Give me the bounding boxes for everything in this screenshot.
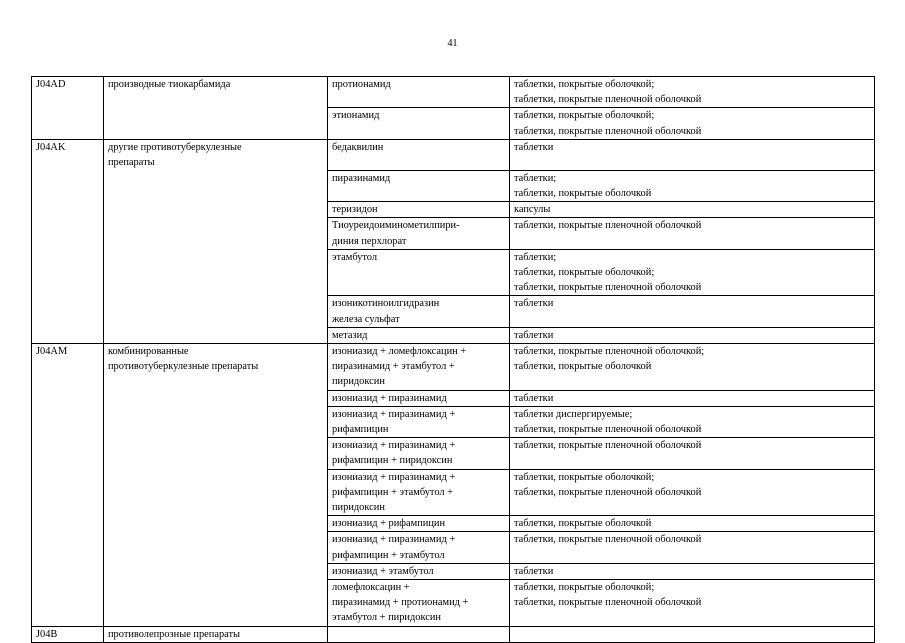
- group-name-cell: [104, 218, 328, 249]
- page-number: 41: [447, 38, 458, 49]
- table-row: [32, 390, 875, 406]
- drug-name-cell-line: бедаквилин: [332, 141, 384, 153]
- dosage-form-cell-line: таблетки, покрытые оболочкой: [514, 361, 652, 373]
- table-row: [32, 327, 875, 343]
- atc-code: J04B: [36, 628, 58, 640]
- drug-name-cell-line: изоникотиноилгидразин: [332, 298, 440, 310]
- drug-name-cell-line: пиридоксин: [332, 501, 385, 513]
- table-row: [32, 139, 875, 170]
- group-name-cell: [104, 563, 328, 579]
- dosage-form-cell-line: таблетки;: [514, 172, 557, 184]
- atc-code-cell: [32, 516, 104, 532]
- dosage-form-cell: [510, 77, 875, 108]
- drug-name-cell-line: этамбутол: [332, 251, 378, 263]
- atc-code-cell: [32, 469, 104, 516]
- atc-code-cell: [32, 77, 104, 108]
- dosage-form-cell-line: таблетки, покрытые пленочной оболочкой: [514, 220, 702, 232]
- drug-name-cell-line: этамбутол + пиридоксин: [332, 612, 441, 624]
- drug-name-cell-line: Тиоуреидоиминометилпири-: [332, 220, 460, 232]
- dosage-form-cell: [510, 516, 875, 532]
- group-name-cell: [104, 327, 328, 343]
- group-name-cell-line: противолепрозные препараты: [108, 628, 241, 640]
- dosage-form-cell-line: таблетки: [514, 565, 554, 577]
- dosage-form-cell-line: таблетки, покрытые оболочкой: [514, 518, 652, 530]
- drug-name-cell-line: метазид: [332, 329, 368, 341]
- drug-classification-table: [31, 76, 875, 643]
- drug-name-cell-line: изониазид + ломефлоксацин +: [332, 345, 467, 357]
- group-name-cell: [104, 108, 328, 139]
- atc-code-cell: [32, 343, 104, 390]
- dosage-form-cell-line: таблетки: [514, 141, 554, 153]
- atc-code-cell: [32, 532, 104, 563]
- group-name-cell: [104, 438, 328, 469]
- dosage-form-cell-line: таблетки, покрытые пленочной оболочкой: [514, 597, 702, 609]
- group-name-cell-line: препараты: [108, 157, 155, 169]
- drug-name-cell: [328, 406, 510, 437]
- dosage-form-cell-line: таблетки, покрытые оболочкой;: [514, 582, 655, 593]
- group-name-cell: [104, 77, 328, 108]
- drug-name-cell: [328, 202, 510, 218]
- drug-name-cell-line: рифампицин: [332, 423, 389, 435]
- atc-code-cell: [32, 390, 104, 406]
- dosage-form-cell: [510, 170, 875, 201]
- group-name-cell-line: производные тиокарбамида: [108, 79, 231, 90]
- atc-code-cell: [32, 218, 104, 249]
- group-name-cell: [104, 406, 328, 437]
- group-name-cell: [104, 202, 328, 218]
- atc-code-cell: [32, 438, 104, 469]
- atc-code: J04AD: [36, 79, 66, 90]
- dosage-form-cell-line: таблетки, покрытые пленочной оболочкой: [514, 125, 702, 137]
- drug-name-cell-line: ломефлоксацин +: [332, 582, 410, 593]
- drug-name-cell: [328, 438, 510, 469]
- drug-name-cell-line: пиридоксин: [332, 376, 385, 388]
- dosage-form-cell-line: таблетки, покрытые пленочной оболочкой: [514, 486, 702, 498]
- group-name-cell: [104, 170, 328, 201]
- group-name-cell-line: противотуберкулезные препараты: [108, 361, 259, 373]
- table-row: [32, 563, 875, 579]
- table-row: [32, 406, 875, 437]
- drug-name-cell-line: теризидон: [332, 204, 378, 216]
- atc-code-cell: [32, 327, 104, 343]
- dosage-form-cell: [510, 469, 875, 516]
- dosage-form-cell-line: таблетки: [514, 392, 554, 404]
- atc-code: J04AM: [36, 345, 68, 357]
- drug-name-cell: [328, 343, 510, 390]
- table-row: [32, 516, 875, 532]
- group-name-cell: [104, 532, 328, 563]
- drug-name-cell: [328, 139, 510, 170]
- drug-name-cell: [328, 108, 510, 139]
- dosage-form-cell-line: таблетки, покрытые пленочной оболочкой;: [514, 345, 705, 357]
- atc-code-cell: [32, 249, 104, 296]
- drug-name-cell-line: пиразинамид + этамбутол +: [332, 361, 455, 373]
- table-row: [32, 170, 875, 201]
- drug-name-cell: [328, 296, 510, 327]
- atc-code-cell: [32, 139, 104, 170]
- group-name-cell-line: другие противотуберкулезные: [108, 141, 242, 153]
- drug-name-cell-line: рифампицин + этамбутол: [332, 549, 445, 561]
- dosage-form-cell: [510, 202, 875, 218]
- group-name-cell: [104, 516, 328, 532]
- dosage-form-cell: [510, 390, 875, 406]
- group-name-cell: [104, 469, 328, 516]
- drug-name-cell-line: железа сульфат: [332, 313, 400, 325]
- dosage-form-cell: [510, 327, 875, 343]
- dosage-form-cell: [510, 438, 875, 469]
- drug-name-cell-line: изониазид + пиразинамид +: [332, 440, 456, 452]
- table-row: [32, 296, 875, 327]
- dosage-form-cell: [510, 296, 875, 327]
- group-name-cell: [104, 139, 328, 170]
- table-row: [32, 249, 875, 296]
- drug-name-cell: [328, 532, 510, 563]
- dosage-form-cell: [510, 218, 875, 249]
- atc-code-cell: [32, 563, 104, 579]
- dosage-form-cell-line: капсулы: [514, 204, 551, 216]
- drug-name-cell: [328, 469, 510, 516]
- drug-name-cell-line: изониазид + рифампицин: [332, 518, 446, 530]
- drug-name-cell-line: этионамид: [332, 110, 380, 122]
- table-row: [32, 218, 875, 249]
- group-name-cell: [104, 343, 328, 390]
- table-row: [32, 343, 875, 390]
- dosage-form-cell-line: таблетки, покрытые пленочной оболочкой: [514, 534, 702, 546]
- dosage-form-cell-line: таблетки, покрытые пленочной оболочкой: [514, 440, 702, 452]
- dosage-form-cell: [510, 532, 875, 563]
- dosage-form-cell-line: таблетки;: [514, 251, 557, 263]
- dosage-form-cell: [510, 563, 875, 579]
- group-name-cell: [104, 580, 328, 627]
- group-name-cell: [104, 296, 328, 327]
- drug-name-cell: [328, 390, 510, 406]
- drug-name-cell: [328, 218, 510, 249]
- drug-name-cell-line: пиразинамид: [332, 172, 391, 184]
- dosage-form-cell-line: таблетки, покрытые оболочкой;: [514, 266, 655, 278]
- drug-name-cell: [328, 77, 510, 108]
- dosage-form-cell-line: таблетки, покрытые оболочкой;: [514, 110, 655, 122]
- drug-name-cell-line: изониазид + пиразинамид +: [332, 534, 456, 546]
- dosage-form-cell-line: таблетки, покрытые оболочкой;: [514, 471, 655, 483]
- atc-code-cell: [32, 580, 104, 627]
- dosage-form-cell: [510, 406, 875, 437]
- table-row: [32, 469, 875, 516]
- atc-code-cell: [32, 170, 104, 201]
- drug-name-cell: [328, 249, 510, 296]
- table-row: [32, 202, 875, 218]
- dosage-form-cell-line: таблетки, покрытые оболочкой: [514, 187, 652, 199]
- table-row: [32, 77, 875, 108]
- drug-name-cell: [328, 516, 510, 532]
- group-name-cell-line: комбинированные: [108, 345, 189, 357]
- drug-name-cell-line: рифампицин + этамбутол +: [332, 486, 454, 498]
- atc-code-cell: [32, 202, 104, 218]
- drug-name-cell: [328, 170, 510, 201]
- table-row: [32, 108, 875, 139]
- drug-name-cell-line: изониазид + пиразинамид +: [332, 471, 456, 483]
- drug-name-cell-line: изониазид + пиразинамид: [332, 392, 447, 404]
- drug-name-cell-line: изониазид + пиразинамид +: [332, 408, 456, 420]
- dosage-form-cell: [510, 343, 875, 390]
- dosage-form-cell: [510, 249, 875, 296]
- atc-code: J04AK: [36, 141, 66, 153]
- group-name-cell: [104, 390, 328, 406]
- dosage-form-cell-line: таблетки, покрытые оболочкой;: [514, 79, 655, 90]
- dosage-form-cell-line: таблетки: [514, 298, 554, 310]
- dosage-form-cell-line: таблетки, покрытые пленочной оболочкой: [514, 94, 702, 106]
- group-name-cell: [104, 249, 328, 296]
- dosage-form-cell: [510, 108, 875, 139]
- drug-name-cell-line: пиразинамид + протионамид +: [332, 597, 469, 609]
- dosage-form-cell-line: таблетки, покрытые пленочной оболочкой: [514, 282, 702, 294]
- dosage-form-cell-line: таблетки, покрытые пленочной оболочкой: [514, 423, 702, 435]
- dosage-form-cell-line: таблетки: [514, 329, 554, 341]
- drug-name-cell-line: рифампицин + пиридоксин: [332, 455, 453, 467]
- table-row: [32, 532, 875, 563]
- dosage-form-cell: [510, 580, 875, 627]
- dosage-form-cell: [510, 139, 875, 170]
- atc-code-cell: [32, 108, 104, 139]
- table-row: [32, 580, 875, 627]
- atc-code-cell: [32, 296, 104, 327]
- drug-name-cell: [328, 580, 510, 627]
- drug-name-cell-line: изониазид + этамбутол: [332, 565, 434, 577]
- dosage-form-cell-line: таблетки диспергируемые;: [514, 408, 633, 420]
- table-row: [32, 438, 875, 469]
- drug-name-cell: [328, 327, 510, 343]
- drug-name-cell-line: диния перхлорат: [332, 235, 407, 247]
- drug-name-cell-line: протионамид: [332, 79, 391, 90]
- drug-name-cell: [328, 563, 510, 579]
- atc-code-cell: [32, 406, 104, 437]
